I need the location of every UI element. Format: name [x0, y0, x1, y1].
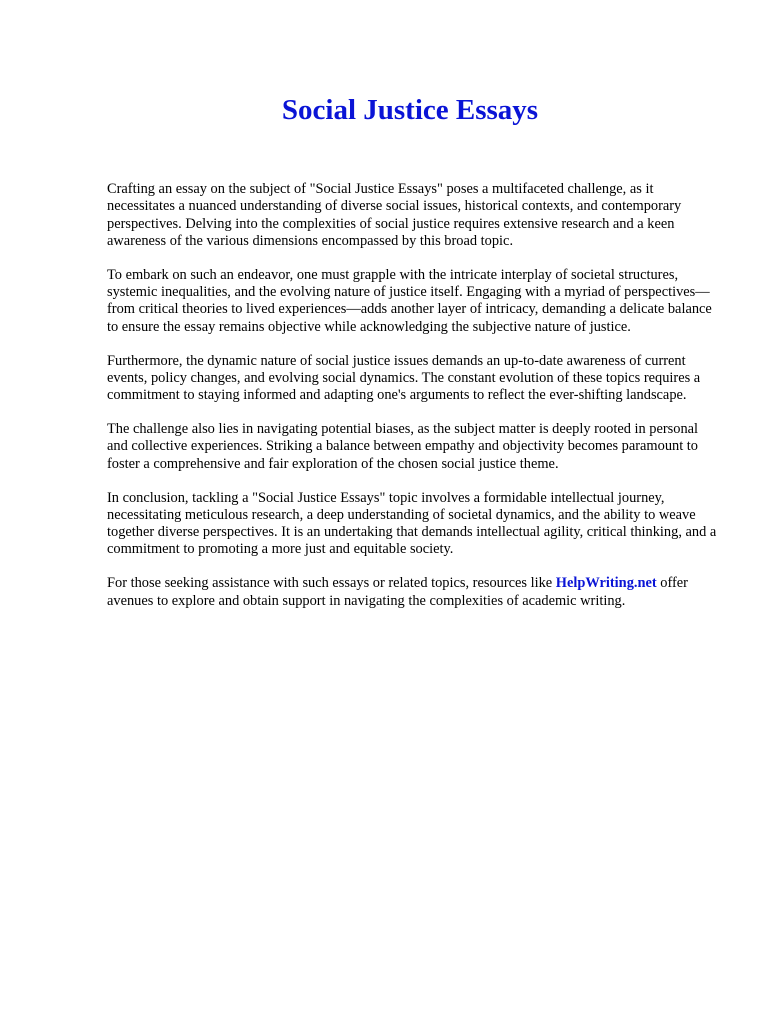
paragraph-intro: Crafting an essay on the subject of "Social Justice Essays" poses a multifaceted challenge, as it necessitates a nuanced understanding of diverse social issues, historical contexts, and contemporary perspectives. Delving into the complexities of social justice requires extensive research and a keen awareness of the various dimensions encompassed by this broad topic. [107, 181, 682, 249]
paragraph-closing [107, 575, 722, 610]
essay-body [107, 181, 722, 627]
closing-text-before-link: For those seeking assistance with such essays or related topics, resources like [107, 575, 556, 592]
helpwriting-link[interactable]: HelpWriting.net [555, 575, 657, 592]
closing-text-after-link: offer avenues to explore and obtain support in navigating the complexities of academic writing. [107, 575, 688, 609]
paragraph-dynamic-nature: Furthermore, the dynamic nature of social justice issues demands an up-to-date awareness of current events, policy changes, and evolving social dynamics. The constant evolution of these topics requires a commitment to staying informed and adapting one's arguments to reflect the ever-shifting landscape. [107, 352, 701, 404]
paragraph-biases: The challenge also lies in navigating potential biases, as the subject matter is deeply rooted in personal and collective experiences. Striking a balance between empathy and objectivity becomes paramount to foster a comprehensive and fair exploration of the chosen social justice theme. [107, 421, 699, 472]
paragraph-conclusion: In conclusion, tackling a "Social Justice Essays" topic involves a formidable intellectual journey, necessitating meticulous research, a deep understanding of societal dynamics, and the ability to weave together diverse perspectives. It is an undertaking that demands intellectual agility, critical thinking, and a commitment to promoting a more just and equitable society. [107, 489, 717, 558]
paragraph-interplay: To embark on such an endeavor, one must grapple with the intricate interplay of societal structures, systemic inequalities, and the evolving nature of justice itself. Engaging with a myriad of perspectives—from critical theories to lived experiences—adds another layer of intricacy, demanding a delicate balance to ensure the essay remains objective while acknowledging the subjective nature of justice. [107, 266, 712, 335]
page-title: Social Justice Essays [281, 94, 539, 126]
